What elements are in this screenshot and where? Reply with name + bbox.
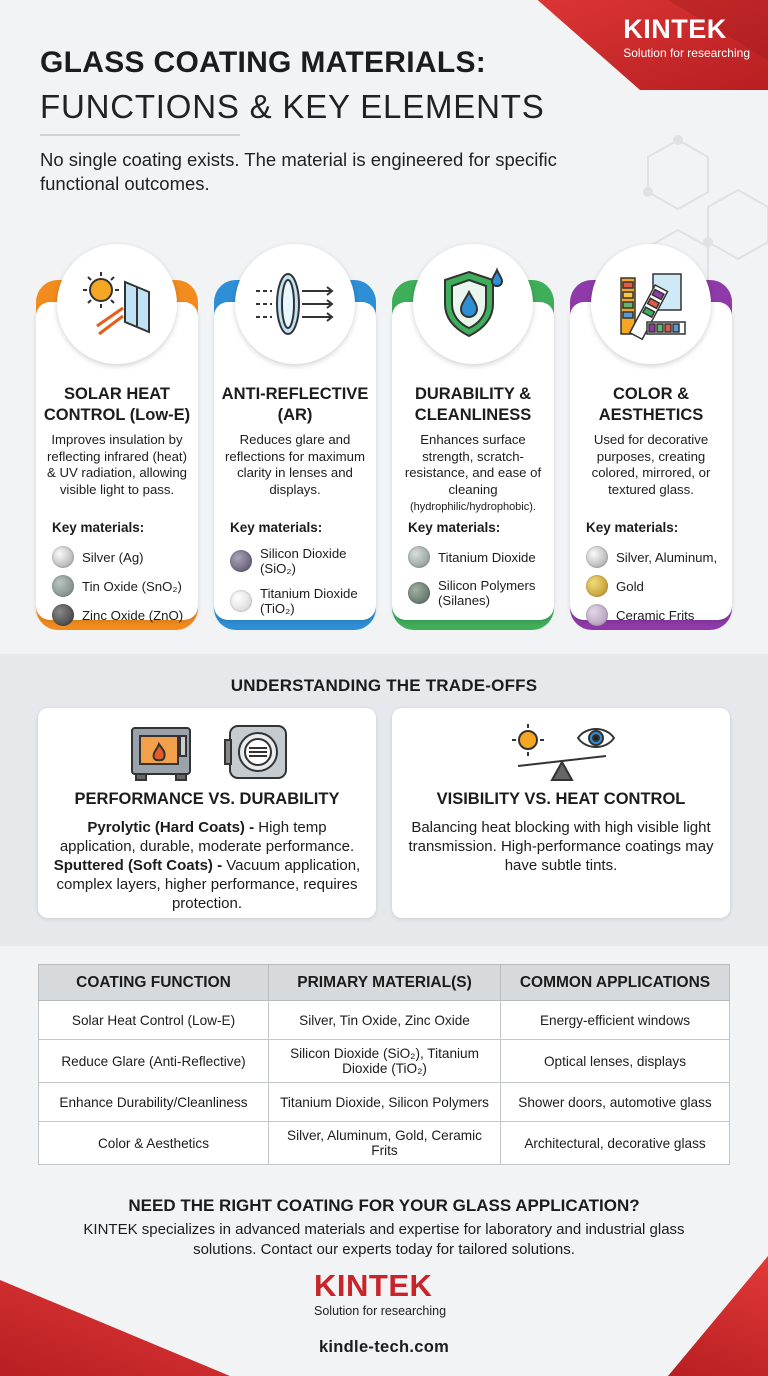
table-cell: Silicon Dioxide (SiO₂), Titanium Dioxide (TiO₂) xyxy=(269,1040,501,1083)
card-description: Reduces glare and reflections for maximum clarity in lenses and displays. xyxy=(225,432,365,497)
table-header-row xyxy=(39,965,730,1001)
material-item xyxy=(52,575,182,597)
lens-icon xyxy=(252,269,338,339)
material-name: Silver (Ag) xyxy=(82,549,144,565)
corner-decoration xyxy=(668,1256,768,1376)
card-description-note: (hydrophilic/hydrophobic). xyxy=(410,501,536,513)
gold-swatch-icon xyxy=(586,575,608,597)
material-item xyxy=(408,578,548,608)
material-item xyxy=(52,604,183,626)
title-divider xyxy=(40,134,240,136)
card-title: SOLAR HEAT CONTROL (Low-E) xyxy=(43,385,191,424)
tradeoff-title: VISIBILITY VS. HEAT CONTROL xyxy=(436,790,686,808)
material-name: Gold xyxy=(616,578,644,594)
table-row xyxy=(39,1001,730,1040)
material-item xyxy=(408,546,536,568)
card-description: Used for decorative purposes, creating colored, mirrored, or textured glass. xyxy=(591,432,711,497)
cta-heading: NEED THE RIGHT COATING FOR YOUR GLASS APPLICATION? xyxy=(128,1196,640,1215)
furnace-chamber-icon xyxy=(130,722,300,784)
card-body xyxy=(392,302,554,620)
table-row xyxy=(39,1040,730,1083)
table-row xyxy=(39,1083,730,1122)
sun-eye-balance-icon xyxy=(506,720,618,784)
card-body xyxy=(36,302,198,623)
material-item xyxy=(230,586,360,616)
key-materials-label: Key materials: xyxy=(408,520,501,535)
titanium-dioxide-swatch-icon xyxy=(230,590,252,612)
table-cell: Titanium Dioxide, Silicon Polymers xyxy=(269,1083,501,1122)
table-cell: Silver, Aluminum, Gold, Ceramic Frits xyxy=(269,1122,501,1165)
zinc-oxide-swatch-icon xyxy=(52,604,74,626)
corner-decoration xyxy=(0,1280,230,1376)
table-header: COATING FUNCTION xyxy=(39,965,269,1001)
material-name: Ceramic Frits xyxy=(616,607,695,623)
brand-name: KINTEK xyxy=(314,1268,433,1303)
material-name: Titanium Dioxide (TiO₂) xyxy=(260,586,358,616)
card-color-aesthetics xyxy=(570,280,732,630)
tradeoff-text: Balancing heat blocking with high visible light transmission. High-performance coatings may have subtle tints. xyxy=(408,819,714,874)
table-header: COMMON APPLICATIONS xyxy=(501,965,730,1001)
material-item xyxy=(230,546,360,576)
sputtered-label: Sputtered (Soft Coats) - xyxy=(53,857,223,874)
page-subtitle: No single coating exists. The material is engineered for specific functional outcomes. xyxy=(40,149,557,194)
page-title: GLASS COATING MATERIALS: xyxy=(40,46,487,79)
card-solar-heat-control xyxy=(36,280,198,630)
table-cell: Enhance Durability/Cleanliness xyxy=(39,1083,269,1122)
pyrolytic-text: High temp application, durable, moderate performance. xyxy=(59,819,355,855)
silicon-dioxide-swatch-icon xyxy=(230,550,252,572)
tradeoffs-heading: UNDERSTANDING THE TRADE-OFFS xyxy=(230,676,538,695)
website-link[interactable]: kindle-tech.com xyxy=(318,1338,450,1356)
brand-logo[interactable] xyxy=(623,16,750,60)
page-title-line2: FUNCTIONS & KEY ELEMENTS xyxy=(40,88,545,125)
sun-window-icon xyxy=(77,264,157,344)
material-item xyxy=(586,575,644,597)
card-durability xyxy=(392,280,554,630)
card-description-text: Enhances surface strength, scratch-resistance, and ease of cleaning xyxy=(404,432,542,497)
table-cell: Optical lenses, displays xyxy=(501,1040,730,1083)
card-icon-circle xyxy=(57,244,177,364)
table-row xyxy=(39,1122,730,1165)
table-cell: Architectural, decorative glass xyxy=(501,1122,730,1165)
card-title: ANTI-REFLECTIVE (AR) xyxy=(221,385,369,424)
material-item xyxy=(52,546,144,568)
material-name: Silicon Dioxide (SiO₂) xyxy=(260,546,347,576)
card-icon-circle xyxy=(235,244,355,364)
table-cell: Shower doors, automotive glass xyxy=(501,1083,730,1122)
card-body xyxy=(214,302,376,620)
key-materials-label: Key materials: xyxy=(230,520,323,535)
material-item xyxy=(586,604,694,626)
card-anti-reflective xyxy=(214,280,376,630)
card-title: DURABILITY & CLEANLINESS xyxy=(414,385,532,424)
silver-aluminum-swatch-icon xyxy=(586,546,608,568)
table-cell: Energy-efficient windows xyxy=(501,1001,730,1040)
key-materials-label: Key materials: xyxy=(586,520,679,535)
shield-drop-icon xyxy=(433,264,513,344)
tin-oxide-swatch-icon xyxy=(52,575,74,597)
titanium-dioxide-swatch-icon xyxy=(408,546,430,568)
tradeoff-card-visibility xyxy=(392,708,730,918)
material-name: Titanium Dioxide xyxy=(438,549,536,565)
cta-text: KINTEK specializes in advanced materials and expertise for laboratory and industrial glass solutions. Contact our experts today for tailored solutions. xyxy=(83,1221,685,1258)
card-icon-circle xyxy=(413,244,533,364)
comparison-table xyxy=(38,964,730,1165)
table-cell: Silver, Tin Oxide, Zinc Oxide xyxy=(269,1001,501,1040)
table-cell: Reduce Glare (Anti-Reflective) xyxy=(39,1040,269,1083)
ceramic-frits-swatch-icon xyxy=(586,604,608,626)
tradeoff-title: PERFORMANCE VS. DURABILITY xyxy=(74,790,340,808)
table-cell: Solar Heat Control (Low-E) xyxy=(39,1001,269,1040)
table-cell: Color & Aesthetics xyxy=(39,1122,269,1165)
silicon-polymers-swatch-icon xyxy=(408,582,430,604)
pyrolytic-label: Pyrolytic (Hard Coats) - xyxy=(87,819,255,836)
brand-name: KINTEK xyxy=(623,14,727,44)
brand-tagline: Solution for researching xyxy=(623,46,750,60)
material-name: Zinc Oxide (ZnO) xyxy=(82,607,184,623)
swatches-icon xyxy=(611,264,691,344)
key-materials-label: Key materials: xyxy=(52,520,145,535)
card-description xyxy=(400,432,546,516)
table-header: PRIMARY MATERIAL(S) xyxy=(269,965,501,1001)
card-description: Improves insulation by reflecting infrared (heat) & UV radiation, allowing visible light to pass. xyxy=(46,432,187,497)
sputtered-text: Vacuum application, complex layers, higher performance, requires protection. xyxy=(56,857,361,912)
footer-logo[interactable] xyxy=(314,1270,446,1318)
material-name: Tin Oxide (SnO₂) xyxy=(82,578,182,594)
material-item xyxy=(586,546,717,568)
card-title: COLOR & AESTHETICS xyxy=(598,385,704,424)
material-name: Silicon Polymers (Silanes) xyxy=(438,578,536,608)
card-body xyxy=(570,302,732,623)
tradeoff-card-performance xyxy=(38,708,376,918)
material-name: Silver, Aluminum, xyxy=(616,549,718,565)
brand-tagline: Solution for researching xyxy=(314,1304,447,1318)
silver-swatch-icon xyxy=(52,546,74,568)
tradeoff-text xyxy=(52,818,362,913)
card-icon-circle xyxy=(591,244,711,364)
